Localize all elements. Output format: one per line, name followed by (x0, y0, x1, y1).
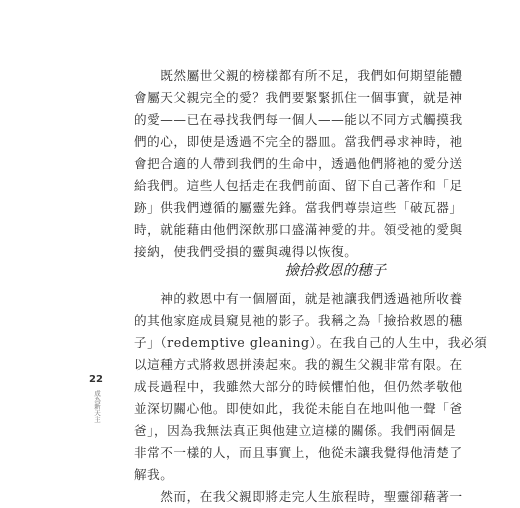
text-line: 並深切關心他。即使如此，我從未能自在地叫他一聲「爸 (134, 401, 463, 416)
text-line: 給我們。這些人包括走在我們前面、留下自己著作和「足 (134, 178, 463, 193)
text-line: 然而，在我父親即將走完人生旅程時，聖靈卻藉著一 (134, 489, 463, 504)
text-line: 神的救恩中有一個層面，就是祂讓我們透過祂所收養 (134, 291, 463, 306)
text-line: 會把合適的人帶到我們的生命中，透過他們將祂的愛分送 (134, 156, 463, 171)
text-line: 的其他家庭成員窺見祂的影子。我稱之為「撿拾救恩的穗 (134, 313, 463, 328)
running-head: 成為新天主 (93, 390, 101, 423)
text-line: 以這種方式將救恩拼湊起來。我的親生父親非常有限。在 (134, 357, 463, 372)
text-line: 會屬天父親完全的愛？我們要緊緊抓住一個事實，就是神 (134, 90, 463, 105)
section-heading: 撿拾救恩的穗子 (284, 263, 386, 279)
text-line: 跡」供我們遵循的屬靈先鋒。當我們尊崇這些「破瓦器」 (134, 200, 463, 215)
text-line: 爸」，因為我無法真正與他建立這樣的關係。我們兩個是 (134, 423, 457, 438)
text-line: 既然屬世父親的榜樣都有所不足，我們如何期望能體 (134, 68, 463, 83)
text-line: 非常不一樣的人，而且事實上，他從未讓我覺得他清楚了 (134, 445, 463, 460)
text-line: 解我。 (134, 467, 174, 482)
text-line: 接納，使我們受損的靈與魂得以恢復。 (134, 244, 358, 259)
text-line: 們的心，即使是透過不完全的器皿。當我們尋求神時，祂 (134, 134, 463, 149)
text-line: 成長過程中，我雖然大部分的時候懼怕他，但仍然孝敬他 (134, 379, 463, 394)
text-line: 的愛——已在尋找我們每一個人——能以不同方式觸摸我 (134, 112, 463, 127)
text-line: 子」（redemptive gleaning）。在我自己的人生中，我必須 (134, 335, 488, 350)
text-line: 時，就能藉由他們深飲那口盛滿神愛的井。領受祂的愛與 (134, 222, 463, 237)
page-number: 22 (89, 374, 103, 385)
